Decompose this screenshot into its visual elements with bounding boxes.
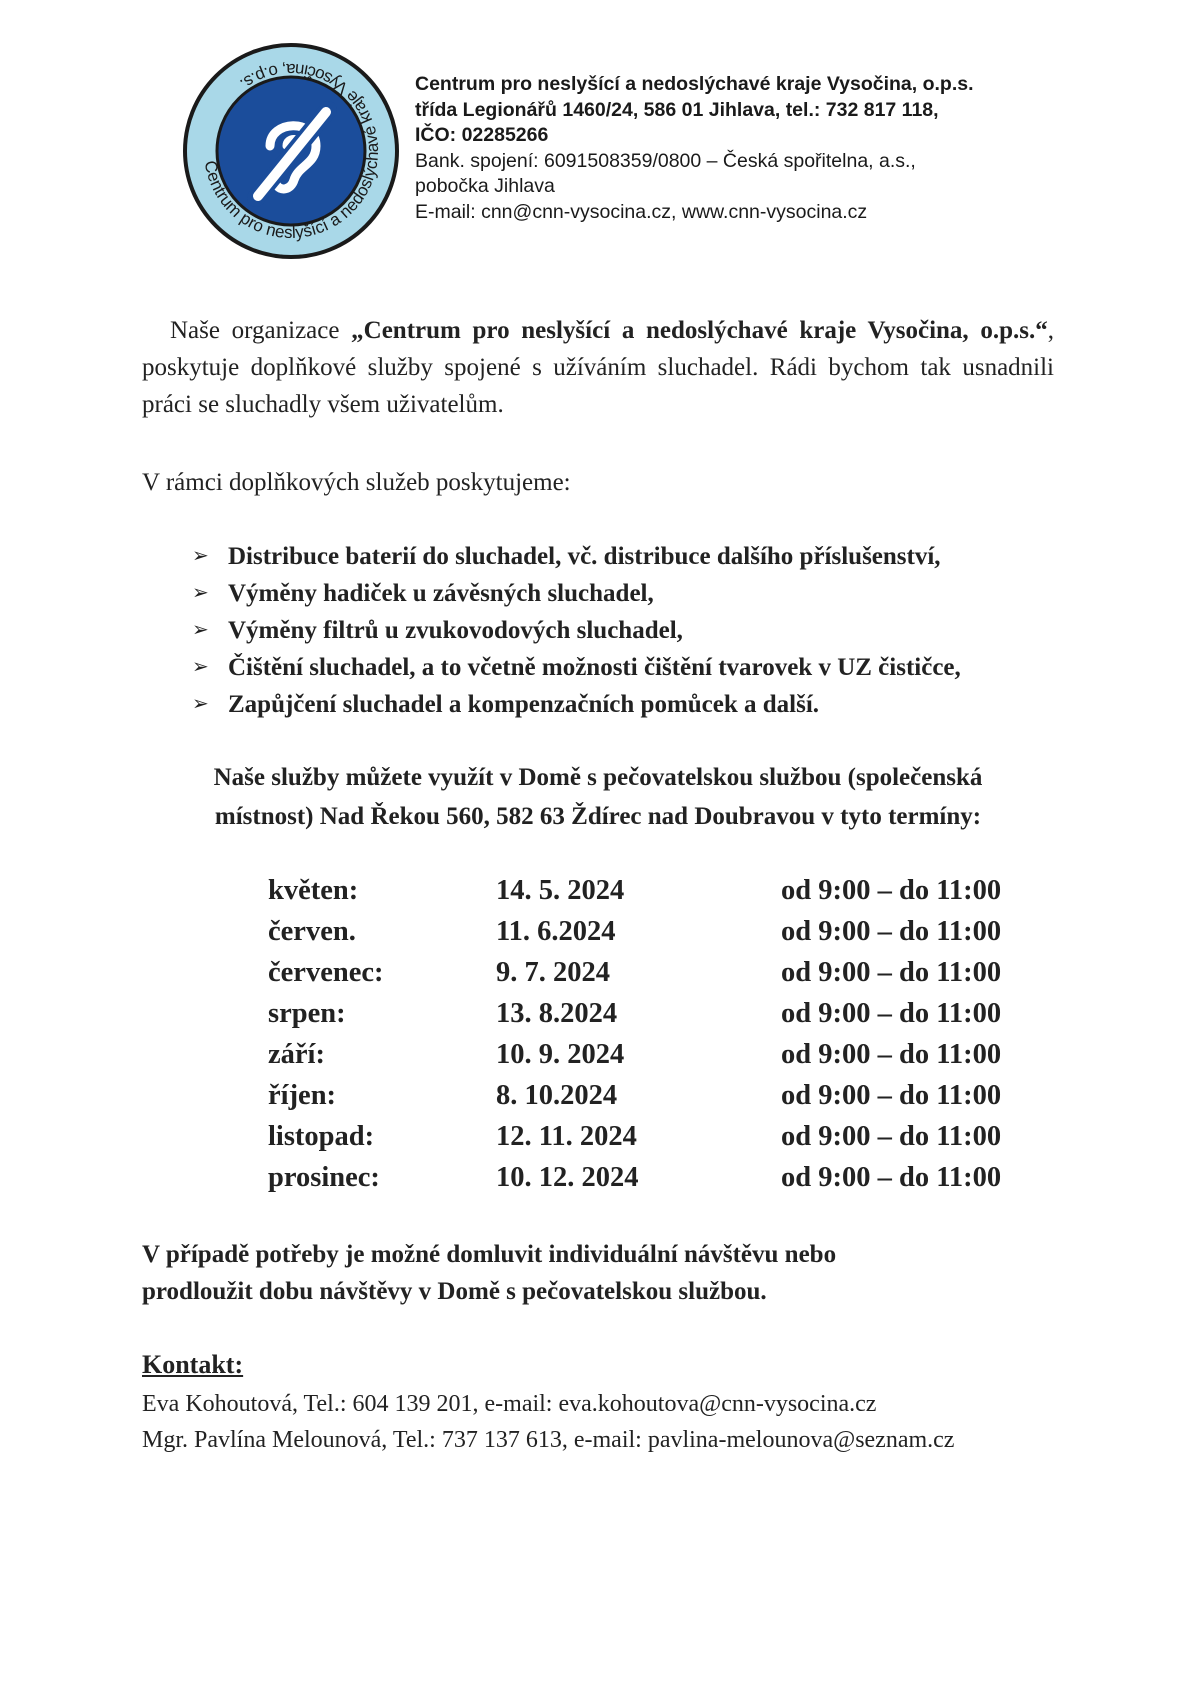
schedule-month: květen: bbox=[268, 874, 359, 906]
arrow-bullet-icon: ➢ bbox=[192, 582, 209, 604]
schedule-date: 11. 6.2024 bbox=[496, 915, 616, 947]
service-text: Výměny hadiček u závěsných sluchadel, bbox=[228, 580, 654, 607]
table-row bbox=[268, 1116, 1001, 1157]
header-ico: IČO: 02285266 bbox=[415, 124, 549, 146]
schedule-month: září: bbox=[268, 1038, 325, 1070]
schedule-date: 8. 10.2024 bbox=[496, 1079, 618, 1111]
header-bank-branch: pobočka Jihlava bbox=[415, 175, 555, 197]
schedule-time: od 9:00 – do 11:00 bbox=[781, 1161, 1002, 1193]
header-address: třída Legionářů 1460/24, 586 01 Jihlava, tel.: 732 817 118, bbox=[415, 98, 939, 121]
services-list bbox=[192, 538, 961, 723]
list-item bbox=[192, 538, 961, 575]
location-line: místnost) Nad Řekou 560, 582 63 Ždírec nad Doubravou v tyto termíny: bbox=[214, 803, 982, 830]
intro-paragraph bbox=[142, 312, 1054, 423]
schedule-month: prosinec: bbox=[268, 1161, 380, 1193]
logo-ring-text: Centrum pro neslyšící a nedoslýchavé kraje Vysočina, o.p.s. bbox=[200, 59, 383, 243]
header-bank-line: Bank. spojení: 6091508359/0800 – Česká spořitelna, a.s., bbox=[415, 149, 916, 172]
schedule-time: od 9:00 – do 11:00 bbox=[781, 997, 1002, 1029]
schedule-time: od 9:00 – do 11:00 bbox=[781, 874, 1002, 906]
table-row bbox=[268, 1075, 1001, 1116]
schedule-date: 10. 12. 2024 bbox=[496, 1161, 639, 1193]
schedule-date: 13. 8.2024 bbox=[496, 997, 618, 1029]
list-item bbox=[192, 686, 961, 723]
contact-list bbox=[142, 1386, 954, 1458]
schedule-date: 12. 11. 2024 bbox=[496, 1120, 637, 1152]
list-item bbox=[192, 575, 961, 612]
schedule-month: červenec: bbox=[268, 956, 384, 988]
schedule-time: od 9:00 – do 11:00 bbox=[781, 1079, 1002, 1111]
header-contact-line: E-mail: cnn@cnn-vysocina.cz, www.cnn-vysocina.cz bbox=[415, 200, 868, 223]
table-row bbox=[268, 993, 1001, 1034]
schedule-time: od 9:00 – do 11:00 bbox=[781, 1038, 1002, 1070]
individual-visit-note bbox=[142, 1236, 836, 1310]
service-text: Zapůjčení sluchadel a kompenzačních pomůcek a další. bbox=[228, 691, 820, 718]
list-item bbox=[192, 649, 961, 686]
service-text: Výměny filtrů u zvukovodových sluchadel, bbox=[228, 617, 683, 644]
location-line: Naše služby můžete využít v Domě s pečovatelskou službou (společenská bbox=[213, 764, 983, 791]
arrow-bullet-icon: ➢ bbox=[192, 545, 209, 567]
services-lead: V rámci doplňkových služeb poskytujeme: bbox=[142, 469, 571, 496]
table-row bbox=[268, 870, 1001, 911]
contact-person: Mgr. Pavlína Melounová, Tel.: 737 137 613, e-mail: pavlina-melounova@seznam.cz bbox=[142, 1427, 955, 1453]
header-org-name: Centrum pro neslyšící a nedoslýchavé kraje Vysočina, o.p.s. bbox=[415, 73, 974, 95]
table-row bbox=[268, 911, 1001, 952]
schedule-time: od 9:00 – do 11:00 bbox=[781, 956, 1002, 988]
schedule-month: srpen: bbox=[268, 997, 346, 1029]
schedule-month: říjen: bbox=[268, 1079, 337, 1111]
intro-pre: Naše organizace bbox=[170, 317, 352, 344]
table-row bbox=[268, 1157, 1001, 1198]
schedule-month: listopad: bbox=[268, 1120, 375, 1152]
schedule-table bbox=[268, 870, 1001, 1198]
schedule-date: 9. 7. 2024 bbox=[496, 956, 610, 988]
intro-post: , poskytuje doplňkové služby spojené s užíváním sluchadel. Rádi bychom tak usnadnili práci se sluchadly všem uživatelům. bbox=[142, 317, 1054, 418]
letterhead bbox=[415, 72, 974, 225]
service-location bbox=[142, 758, 1054, 836]
schedule-month: červen. bbox=[268, 915, 356, 947]
schedule-date: 10. 9. 2024 bbox=[496, 1038, 625, 1070]
arrow-bullet-icon: ➢ bbox=[192, 619, 209, 641]
schedule-date: 14. 5. 2024 bbox=[496, 874, 625, 906]
table-row bbox=[268, 952, 1001, 993]
service-text: Čištění sluchadel, a to včetně možnosti čištění tvarovek v UZ čističce, bbox=[228, 654, 961, 681]
intro-org-name: „Centrum pro neslyšící a nedoslýchavé kraje Vysočina, o.p.s.“ bbox=[351, 317, 1048, 344]
note-line: V případě potřeby je možné domluvit individuální návštěvu nebo bbox=[142, 1241, 837, 1268]
schedule-time: od 9:00 – do 11:00 bbox=[781, 1120, 1002, 1152]
arrow-bullet-icon: ➢ bbox=[192, 656, 209, 678]
table-row bbox=[268, 1034, 1001, 1075]
contact-heading: Kontakt: bbox=[142, 1350, 244, 1379]
organization-logo bbox=[182, 42, 400, 260]
contact-person: Eva Kohoutová, Tel.: 604 139 201, e-mail: eva.kohoutova@cnn-vysocina.cz bbox=[142, 1391, 877, 1417]
service-text: Distribuce baterií do sluchadel, vč. distribuce dalšího příslušenství, bbox=[228, 543, 941, 570]
note-line: prodloužit dobu návštěvy v Domě s pečovatelskou službou. bbox=[142, 1278, 767, 1305]
list-item bbox=[192, 612, 961, 649]
schedule-time: od 9:00 – do 11:00 bbox=[781, 915, 1002, 947]
arrow-bullet-icon: ➢ bbox=[192, 693, 209, 715]
